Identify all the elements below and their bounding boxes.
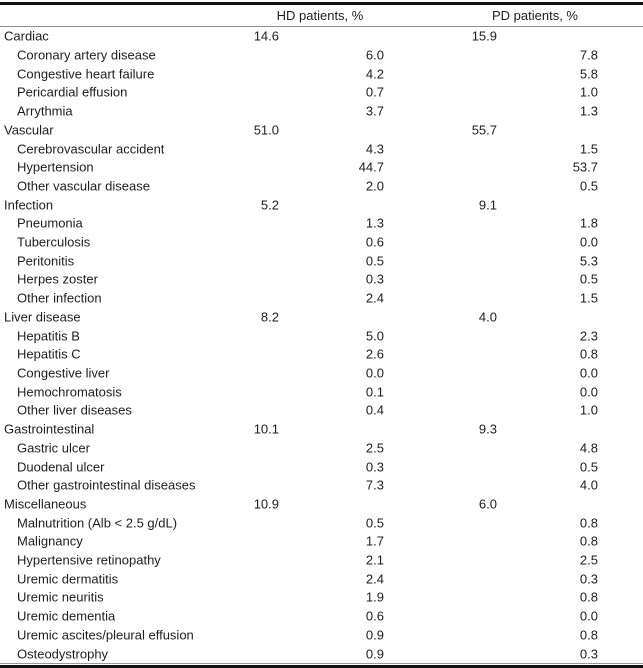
hd-value: 0.5 — [365, 253, 384, 269]
pd-value: 5.8 — [579, 66, 598, 82]
category-label: Vascular — [4, 122, 54, 138]
sub-item-label: Gastric ulcer — [17, 440, 90, 456]
pd-value: 2.5 — [579, 552, 598, 568]
pd-value: 0.8 — [579, 533, 598, 549]
table-row — [0, 382, 643, 401]
sub-item-label: Other infection — [17, 290, 102, 306]
sub-item-label: Congestive heart failure — [17, 66, 155, 82]
table-row — [0, 401, 643, 420]
pd-value: 1.5 — [579, 290, 598, 306]
table-row — [0, 158, 643, 177]
pd-value: 7.8 — [579, 47, 598, 63]
table-row — [0, 214, 643, 233]
pd-value: 4.0 — [478, 309, 497, 325]
hd-value: 0.5 — [365, 515, 384, 531]
pd-value: 6.0 — [478, 496, 497, 512]
column-header-hd-patients: HD patients, % — [276, 8, 364, 23]
category-label: Gastrointestinal — [4, 421, 95, 437]
pd-value: 0.0 — [579, 608, 598, 624]
hd-value: 6.0 — [365, 47, 384, 63]
sub-item-label: Pericardial effusion — [17, 84, 128, 100]
pd-value: 9.3 — [478, 421, 497, 437]
pd-value: 55.7 — [471, 122, 497, 138]
hd-value: 2.0 — [365, 178, 384, 194]
hd-value: 0.0 — [365, 365, 384, 381]
hd-value: 0.9 — [365, 646, 384, 662]
pd-value: 0.5 — [579, 459, 598, 475]
pd-value: 0.8 — [579, 346, 598, 362]
table-row — [0, 438, 643, 457]
sub-item-label: Duodenal ulcer — [17, 459, 105, 475]
table-row — [0, 326, 643, 345]
hd-value: 2.5 — [365, 440, 384, 456]
sub-item-label: Hemochromatosis — [17, 384, 122, 400]
hd-value: 5.2 — [260, 197, 279, 213]
hd-value: 2.4 — [365, 290, 384, 306]
hd-value: 14.6 — [253, 28, 279, 44]
hd-value: 1.7 — [365, 533, 384, 549]
sub-item-label: Peritonitis — [17, 253, 75, 269]
category-label: Infection — [4, 197, 54, 213]
hd-value: 1.3 — [365, 215, 384, 231]
hd-value: 4.2 — [365, 66, 384, 82]
sub-item-label: Malnutrition (Alb < 2.5 g/dL) — [17, 515, 178, 531]
category-label: Liver disease — [4, 309, 81, 325]
table-row — [0, 195, 643, 214]
pd-value: 0.3 — [579, 571, 598, 587]
sub-item-label: Tuberculosis — [17, 234, 91, 250]
table-row — [0, 345, 643, 364]
table-row — [0, 588, 643, 607]
hd-value: 0.9 — [365, 627, 384, 643]
table-row — [0, 121, 643, 140]
pd-value: 4.0 — [579, 477, 598, 493]
table-row — [0, 364, 643, 383]
sub-item-label: Uremic ascites/pleural effusion — [17, 627, 194, 643]
table-row — [0, 177, 643, 196]
table-row — [0, 46, 643, 65]
hd-value: 2.1 — [365, 552, 384, 568]
pd-value: 0.5 — [579, 178, 598, 194]
table-row — [0, 102, 643, 121]
hd-value: 8.2 — [260, 309, 279, 325]
table-row — [0, 457, 643, 476]
pd-value: 0.0 — [579, 234, 598, 250]
sub-item-label: Hypertensive retinopathy — [17, 552, 161, 568]
pd-value: 1.0 — [579, 84, 598, 100]
table-row — [0, 607, 643, 626]
hd-value: 51.0 — [253, 122, 279, 138]
table-row — [0, 644, 643, 663]
sub-item-label: Osteodystrophy — [17, 646, 109, 662]
pd-value: 9.1 — [478, 197, 497, 213]
sub-item-label: Uremic dermatitis — [17, 571, 119, 587]
table-row — [0, 139, 643, 158]
hd-value: 10.9 — [253, 496, 279, 512]
table-row — [0, 83, 643, 102]
pd-value: 1.3 — [579, 103, 598, 119]
pd-value: 0.8 — [579, 627, 598, 643]
pd-value: 0.5 — [579, 271, 598, 287]
pd-value: 1.8 — [579, 215, 598, 231]
table-row — [0, 420, 643, 439]
table-row — [0, 513, 643, 532]
sub-item-label: Herpes zoster — [17, 271, 98, 287]
hd-value: 0.6 — [365, 608, 384, 624]
hd-value: 2.4 — [365, 571, 384, 587]
pd-value: 53.7 — [572, 159, 598, 175]
table-row — [0, 532, 643, 551]
table-row — [0, 64, 643, 83]
sub-item-label: Malignancy — [17, 533, 83, 549]
table-row — [0, 233, 643, 252]
sub-item-label: Uremic dementia — [17, 608, 116, 624]
hd-value: 3.7 — [365, 103, 384, 119]
sub-item-label: Hepatitis C — [17, 346, 81, 362]
pd-value: 5.3 — [579, 253, 598, 269]
table-row — [0, 476, 643, 495]
hd-value: 0.3 — [365, 459, 384, 475]
pd-value: 0.3 — [579, 646, 598, 662]
table-row — [0, 27, 643, 46]
pd-value: 0.8 — [579, 515, 598, 531]
sub-item-label: Congestive liver — [17, 365, 110, 381]
hd-value: 4.3 — [365, 141, 384, 157]
sub-item-label: Other liver diseases — [17, 402, 132, 418]
table-row — [0, 551, 643, 570]
sub-item-label: Coronary artery disease — [17, 47, 156, 63]
sub-item-label: Other vascular disease — [17, 178, 150, 194]
pd-value: 1.0 — [579, 402, 598, 418]
table-row — [0, 626, 643, 645]
sub-item-label: Pneumonia — [17, 215, 83, 231]
pd-value: 0.0 — [579, 384, 598, 400]
table-row — [0, 251, 643, 270]
sub-item-label: Hypertension — [17, 159, 94, 175]
hd-value: 10.1 — [253, 421, 279, 437]
hd-value: 7.3 — [365, 477, 384, 493]
hd-value: 44.7 — [358, 159, 384, 175]
sub-item-label: Cerebrovascular accident — [17, 141, 165, 157]
hd-value: 1.9 — [365, 589, 384, 605]
hd-value: 0.1 — [365, 384, 384, 400]
sub-item-label: Hepatitis B — [17, 328, 80, 344]
sub-item-label: Arrythmia — [17, 103, 73, 119]
hd-value: 2.6 — [365, 346, 384, 362]
hd-value: 0.6 — [365, 234, 384, 250]
pd-value: 4.8 — [579, 440, 598, 456]
sub-item-label: Other gastrointestinal diseases — [17, 477, 196, 493]
pd-value: 0.8 — [579, 589, 598, 605]
category-label: Miscellaneous — [4, 496, 87, 512]
pd-value: 0.0 — [579, 365, 598, 381]
pd-value: 2.3 — [579, 328, 598, 344]
sub-item-label: Uremic neuritis — [17, 589, 104, 605]
table-body — [0, 27, 643, 663]
hd-value: 5.0 — [365, 328, 384, 344]
hd-value: 0.3 — [365, 271, 384, 287]
table-row — [0, 308, 643, 327]
table-row — [0, 495, 643, 514]
category-label: Cardiac — [4, 28, 49, 44]
hd-value: 0.4 — [365, 402, 384, 418]
table-header-row — [0, 5, 643, 26]
hd-value: 0.7 — [365, 84, 384, 100]
column-header-pd-patients: PD patients, % — [492, 8, 578, 23]
table-row — [0, 289, 643, 308]
pd-value: 15.9 — [471, 28, 497, 44]
pd-value: 1.5 — [579, 141, 598, 157]
table-row — [0, 569, 643, 588]
table-row — [0, 270, 643, 289]
